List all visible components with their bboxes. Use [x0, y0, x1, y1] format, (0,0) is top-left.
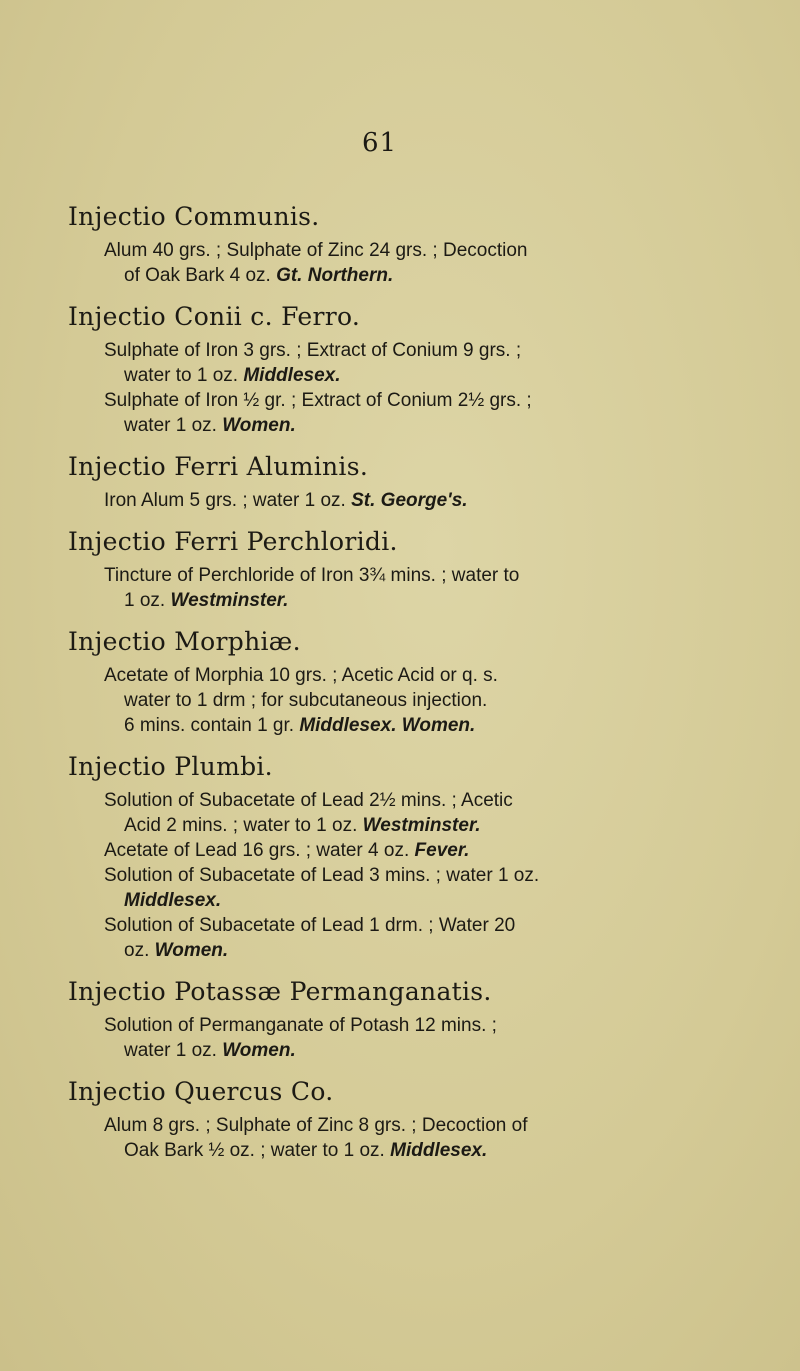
formula-heading: Injectio Morphiæ. [68, 627, 301, 656]
formulary-entries [68, 200, 768, 1175]
formula-text: water to 1 drm ; for subcutaneous injection. [124, 690, 488, 711]
formula-text: Alum 8 grs. ; Sulphate of Zinc 8 grs. ; Decoction of [104, 1115, 528, 1136]
formula-heading: Injectio Quercus Co. [68, 1077, 334, 1106]
formula-text: Oak Bark ½ oz. ; water to 1 oz. [124, 1140, 385, 1161]
hospital-source: Fever. [414, 840, 470, 861]
formula-entry [68, 625, 768, 738]
formula-line [68, 388, 768, 413]
formula-entry [68, 450, 768, 513]
formula-line [68, 263, 768, 288]
formula-text: Acetate of Morphia 10 grs. ; Acetic Acid or q. s. [104, 665, 498, 686]
formula-text: Iron Alum 5 grs. ; water 1 oz. [104, 490, 346, 511]
formula-line [68, 663, 768, 688]
formula-entry [68, 750, 768, 963]
hospital-source: Middlesex. [124, 890, 222, 911]
formula-heading: Injectio Potassæ Permanganatis. [68, 977, 492, 1006]
formula-line [68, 238, 768, 263]
formula-line [68, 813, 768, 838]
formula-line [68, 488, 768, 513]
formula-heading: Injectio Plumbi. [68, 752, 273, 781]
formula-entry [68, 525, 768, 613]
formula-text: 1 oz. [124, 590, 166, 611]
hospital-source: Westminster. [170, 590, 289, 611]
formula-line [68, 588, 768, 613]
hospital-source: Gt. Northern. [276, 265, 394, 286]
formula-line [68, 838, 768, 863]
formula-line [68, 338, 768, 363]
formula-heading: Injectio Ferri Aluminis. [68, 452, 369, 481]
formula-text: Tincture of Perchloride of Iron 3¾ mins. ; water to [104, 565, 520, 586]
formula-text: 6 mins. contain 1 gr. [124, 715, 295, 736]
formula-text: Solution of Subacetate of Lead 1 drm. ; Water 20 [104, 915, 516, 936]
formula-text: water 1 oz. [124, 415, 217, 436]
formula-text: Acid 2 mins. ; water to 1 oz. [124, 815, 358, 836]
hospital-source: Women. [222, 415, 296, 436]
formula-line [68, 563, 768, 588]
formula-text: of Oak Bark 4 oz. [124, 265, 271, 286]
hospital-source: Women. [222, 1040, 296, 1061]
hospital-source: Middlesex. Women. [299, 715, 476, 736]
formula-text: Solution of Subacetate of Lead 3 mins. ; water 1 oz. [104, 865, 540, 886]
formula-text: water 1 oz. [124, 1040, 217, 1061]
formula-text: Acetate of Lead 16 grs. ; water 4 oz. [104, 840, 410, 861]
hospital-source: Middlesex. [243, 365, 341, 386]
formula-line [68, 888, 768, 913]
formula-text: Sulphate of Iron 3 grs. ; Extract of Conium 9 grs. ; [104, 340, 522, 361]
hospital-source: Women. [154, 940, 229, 961]
page-number: 61 [362, 128, 398, 158]
formula-text: Solution of Permanganate of Potash 12 mins. ; [104, 1015, 497, 1036]
formula-entry [68, 200, 768, 288]
formula-entry [68, 1075, 768, 1163]
formula-text: Sulphate of Iron ½ gr. ; Extract of Conium 2½ grs. ; [104, 390, 532, 411]
formula-line [68, 713, 768, 738]
formula-text: water to 1 oz. [124, 365, 239, 386]
formula-line [68, 863, 768, 888]
formula-heading: Injectio Communis. [68, 202, 320, 231]
formula-text: oz. [124, 940, 150, 961]
formula-line [68, 788, 768, 813]
formula-heading: Injectio Ferri Perchloridi. [68, 527, 398, 556]
formula-line [68, 1013, 768, 1038]
formula-line [68, 938, 768, 963]
hospital-source: Westminster. [362, 815, 481, 836]
formula-heading: Injectio Conii c. Ferro. [68, 302, 361, 331]
formula-entry [68, 975, 768, 1063]
formula-text: Alum 40 grs. ; Sulphate of Zinc 24 grs. ; Decoction [104, 240, 528, 261]
formula-line [68, 688, 768, 713]
formula-entry [68, 300, 768, 438]
formula-line [68, 1138, 768, 1163]
formula-line [68, 363, 768, 388]
formula-text: Solution of Subacetate of Lead 2½ mins. ; Acetic [104, 790, 513, 811]
formula-line [68, 913, 768, 938]
hospital-source: Middlesex. [390, 1140, 488, 1161]
formula-line [68, 413, 768, 438]
formula-line [68, 1038, 768, 1063]
formula-line [68, 1113, 768, 1138]
hospital-source: St. George's. [351, 490, 468, 511]
